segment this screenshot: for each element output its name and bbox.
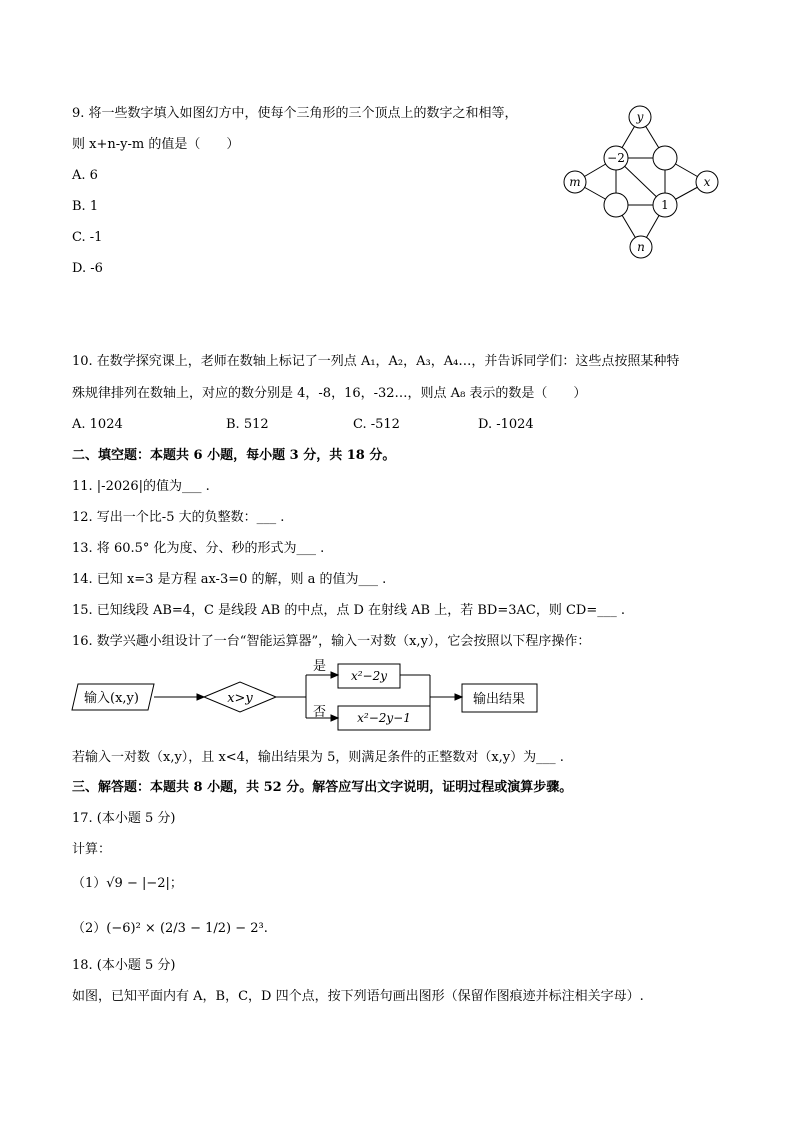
q11: 11. |-2026|的值为___ . bbox=[72, 479, 210, 494]
node-label-neg2: −2 bbox=[607, 151, 625, 165]
q10-option-b: B. 512 bbox=[226, 417, 269, 432]
q9-option-c: C. -1 bbox=[72, 230, 103, 245]
condition-label: x>y bbox=[227, 691, 253, 706]
q12: 12. 写出一个比-5 大的负整数：___ . bbox=[72, 510, 285, 525]
q9-option-d: D. -6 bbox=[72, 261, 103, 276]
expr1-label: x²−2y bbox=[350, 669, 388, 683]
node-label-m: m bbox=[569, 175, 581, 189]
q17-intro: 计算： bbox=[72, 842, 112, 857]
q17-part1: （1）√9 − |−2|； bbox=[72, 876, 183, 891]
q17-heading: 17. (本小题 5 分) bbox=[72, 811, 176, 826]
section2-heading: 二、填空题：本题共 6 小题，每小题 3 分，共 18 分。 bbox=[72, 448, 396, 463]
magic-square-diagram bbox=[555, 100, 730, 265]
q10-option-a: A. 1024 bbox=[72, 417, 123, 432]
output-label: 输出结果 bbox=[472, 692, 526, 707]
q14: 14. 已知 x=3 是方程 ax-3=0 的解，则 a 的值为___ . bbox=[72, 572, 387, 587]
q10-option-c: C. -512 bbox=[353, 417, 400, 432]
q9-line2: 则 x+n-y-m 的值是（ ） bbox=[72, 137, 240, 152]
q16-intro: 16. 数学兴趣小组设计了一台“智能运算器”，输入一对数（x,y），它会按照以下程序操作： bbox=[72, 634, 591, 649]
node-label-n: n bbox=[637, 240, 645, 254]
node-label-y: y bbox=[636, 110, 644, 124]
q9-option-b: B. 1 bbox=[72, 199, 99, 214]
section3-heading: 三、解答题：本题共 8 小题，共 52 分。解答应写出文字说明，证明过程或演算步骤。 bbox=[72, 780, 573, 795]
node-upper-right bbox=[653, 146, 677, 170]
q16-tail: 若输入一对数（x,y），且 x<4，输出结果为 5，则满足条件的正整数对（x,y）为___ . bbox=[72, 750, 564, 765]
input-label: 输入(x,y) bbox=[84, 691, 139, 706]
q10-line1: 10. 在数学探究课上，老师在数轴上标记了一列点 A₁，A₂，A₃，A₄…，并告诉同学们：这些点按照某种特 bbox=[72, 354, 680, 369]
q9-option-a: A. 6 bbox=[72, 168, 98, 183]
q9-line1: 9. 将一些数字填入如图幻方中，使每个三角形的三个顶点上的数字之和相等， bbox=[72, 106, 518, 121]
q17-part2: （2）(−6)² × (2/3 − 1/2) − 2³. bbox=[72, 921, 268, 936]
q15: 15. 已知线段 AB=4，C 是线段 AB 的中点，点 D 在射线 AB 上，若 BD=3AC，则 CD=___ . bbox=[72, 603, 625, 618]
q10-option-d: D. -1024 bbox=[478, 417, 534, 432]
node-label-x: x bbox=[703, 175, 711, 189]
node-label-1: 1 bbox=[661, 198, 669, 212]
q13: 13. 将 60.5° 化为度、分、秒的形式为___ . bbox=[72, 541, 325, 556]
no-label: 否 bbox=[313, 705, 327, 720]
q18-heading: 18. (本小题 5 分) bbox=[72, 958, 176, 973]
q18-text: 如图，已知平面内有 A，B，C，D 四个点，按下列语句画出图形（保留作图痕迹并标注相关字母）. bbox=[72, 989, 644, 1004]
expr2-label: x²−2y−1 bbox=[357, 711, 411, 725]
node-lower-left bbox=[604, 193, 628, 217]
q10-line2: 殊规律排列在数轴上，对应的数分别是 4，-8，16，-32…，则点 A₈ 表示的数是（ ） bbox=[72, 386, 587, 401]
program-flowchart bbox=[70, 656, 550, 736]
yes-label: 是 bbox=[313, 659, 327, 674]
